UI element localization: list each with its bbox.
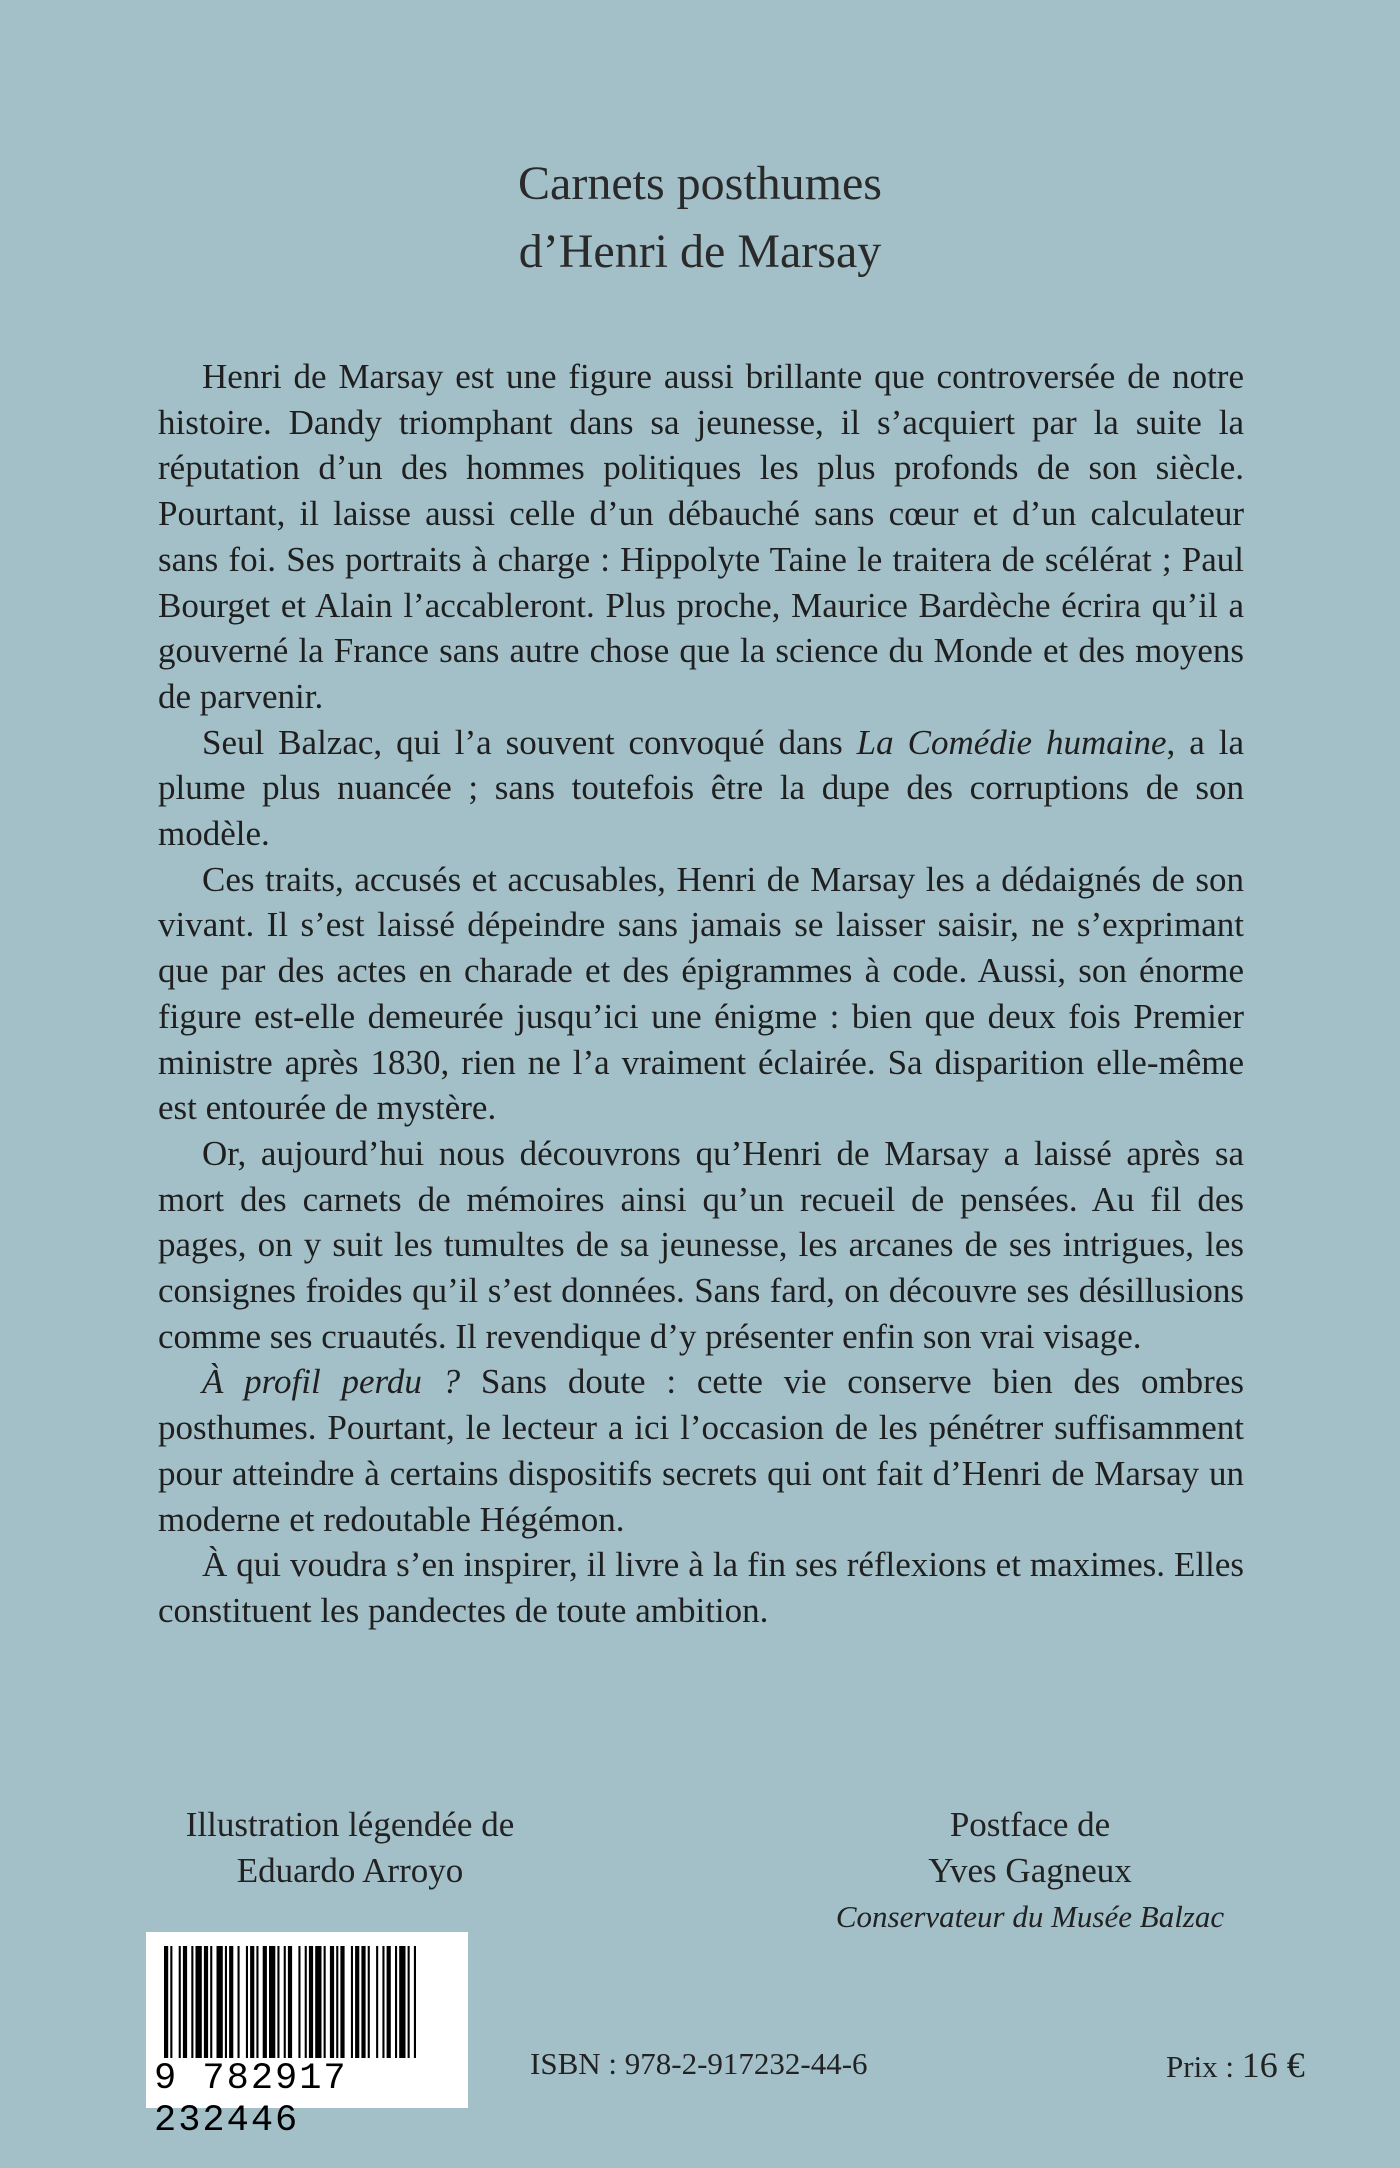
postface-credit-line-1: Postface de bbox=[949, 1805, 1111, 1844]
barcode-bar bbox=[263, 1946, 267, 2058]
blurb-paragraph: Henri de Marsay est une figure aussi brillante que controversée de notre histoire. Dandy triomphant dans sa jeunesse, il s’acquiert par la suite la réputation d’un des hommes politiques les plus profonds de son siècle. Pourtant, il laisse aussi celle d’un débauché sans cœur et d’un calculateur sans foi. Ses portraits à charge : Hippolyte Taine le traitera de scélérat ; Paul Bourget et Alain l’accableront. Plus proche, Maurice Bardèche écrira qu’il a gouverné la France sans autre chose que la science du Monde et des moyens de parvenir. bbox=[158, 357, 1244, 716]
barcode bbox=[146, 1932, 468, 2142]
barcode-bar bbox=[210, 1946, 212, 2058]
barcode-bar bbox=[179, 1946, 181, 2058]
blurb-paragraph: À qui voudra s’en inspirer, il livre à la fin ses réflexions et maximes. Elles constituent les pandectes de toute ambition. bbox=[158, 1545, 1244, 1630]
title-line-1: Carnets posthumes bbox=[518, 157, 882, 210]
barcode-bar bbox=[288, 1946, 292, 2058]
barcode-bar bbox=[170, 1946, 172, 2058]
barcode-bar bbox=[269, 1946, 275, 2058]
barcode-bar bbox=[414, 1946, 416, 2058]
barcode-bar bbox=[408, 1946, 410, 2058]
barcode-bar bbox=[277, 1946, 279, 2058]
barcode-digits: 9 782917 232446 bbox=[154, 2058, 348, 2142]
barcode-bar bbox=[298, 1946, 300, 2058]
barcode-bar bbox=[382, 1946, 384, 2058]
postface-credit bbox=[780, 1802, 1280, 1940]
barcode-bar bbox=[196, 1946, 202, 2058]
barcode-bars bbox=[156, 1946, 458, 2058]
postface-credit-role: Conservateur du Musée Balzac bbox=[835, 1899, 1225, 1934]
price bbox=[1166, 2044, 1305, 2086]
barcode-bar bbox=[330, 1946, 334, 2058]
illustration-credit bbox=[150, 1802, 550, 1894]
barcode-bar bbox=[204, 1946, 208, 2058]
barcode-bar bbox=[191, 1946, 193, 2058]
barcode-bar bbox=[238, 1946, 240, 2058]
title-line-2: d’Henri de Marsay bbox=[518, 225, 882, 278]
blurb-paragraph: Or, aujourd’hui nous découvrons qu’Henri de Marsay a laissé après sa mort des carnets de mémoires ainsi qu’un recueil de pensées. Au fil des pages, on y suit les tumultes de sa jeunesse, les arcanes de ses intrigues, les consignes froides qu’il s’est données. Sans fard, on découvre ses désillusions comme ses cruautés. Il revendique d’y présenter enfin son vrai visage. bbox=[158, 1133, 1244, 1356]
barcode-bar bbox=[376, 1946, 378, 2058]
barcode-bar bbox=[340, 1946, 344, 2058]
barcode-bar bbox=[250, 1946, 254, 2058]
barcode-bar bbox=[229, 1946, 233, 2058]
barcode-bar bbox=[324, 1946, 326, 2058]
barcode-bar bbox=[164, 1946, 168, 2058]
barcode-bar bbox=[256, 1946, 258, 2058]
price-amount: 16 € bbox=[1241, 2045, 1305, 2085]
barcode-bar bbox=[246, 1946, 248, 2058]
blurb-text bbox=[158, 354, 1244, 1634]
barcode-bar bbox=[351, 1946, 353, 2058]
barcode-bar bbox=[399, 1946, 405, 2058]
barcode-bar bbox=[305, 1946, 307, 2058]
barcode-bar bbox=[368, 1946, 370, 2058]
barcode-bar bbox=[361, 1946, 365, 2058]
book-title bbox=[0, 150, 1400, 286]
illustration-credit-name: Eduardo Arroyo bbox=[236, 1851, 464, 1890]
postface-credit-name: Yves Gagneux bbox=[928, 1851, 1132, 1890]
barcode-bar bbox=[225, 1946, 227, 2058]
blurb-paragraph: Ces traits, accusés et accusables, Henri de Marsay les a dédaignés de son vivant. Il s’est laissé dépeindre sans jamais se laisser saisir, ne s’exprimant que par des actes en charade et des épigrammes à code. Aussi, son énorme figure est-elle demeurée jusqu’ici une énigme : bien que deux fois Premier ministre après 1830, rien ne l’a vraiment éclairée. Sa disparition elle-même est entourée de mystère. bbox=[158, 859, 1244, 1128]
blurb-paragraph: À profil perdu ? Sans doute : cette vie conserve bien des ombres posthumes. Pourtant, le lecteur a ici l’occasion de les pénétrer suffisamment pour atteindre à certains dispositifs secrets qui ont fait d’Henri de Marsay un moderne et redoutable Hégémon. bbox=[158, 1362, 1244, 1539]
barcode-bar bbox=[309, 1946, 313, 2058]
barcode-bar bbox=[355, 1946, 359, 2058]
barcode-bar bbox=[315, 1946, 321, 2058]
barcode-bar bbox=[284, 1946, 286, 2058]
illustration-credit-line-1: Illustration légendée de bbox=[185, 1805, 515, 1844]
blurb-paragraph: Seul Balzac, qui l’a souvent convoqué dans La Comédie humaine, a la plume plus nuancée ; sans toutefois être la dupe des corruptions de son modèle. bbox=[158, 722, 1244, 854]
barcode-bar bbox=[183, 1946, 187, 2058]
barcode-bar bbox=[336, 1946, 338, 2058]
price-label: Prix : bbox=[1166, 2049, 1242, 2084]
barcode-bar bbox=[387, 1946, 391, 2058]
barcode-bar bbox=[217, 1946, 223, 2058]
barcode-bar bbox=[395, 1946, 397, 2058]
isbn-text: ISBN : 978-2-917232-44-6 bbox=[530, 2046, 868, 2081]
